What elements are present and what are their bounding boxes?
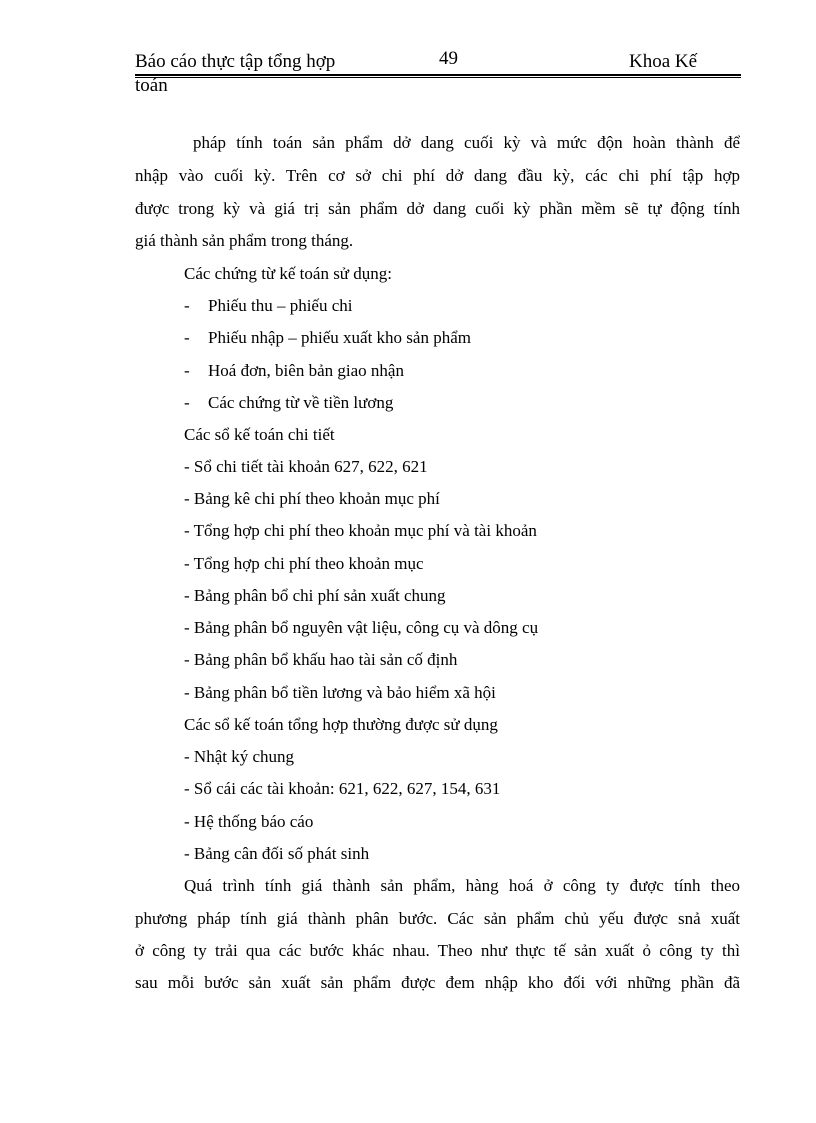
bullet-dash: - xyxy=(184,296,190,315)
detail-book-item: - Bảng phân bổ tiền lương và bảo hiểm xã hội xyxy=(184,683,496,702)
header-report-title: Báo cáo thực tập tổng hợp xyxy=(135,51,336,72)
paragraph1-line: nhập vào cuối kỳ. Trên cơ sở chi phí dở dang đầu kỳ, các chi phí tập hợp xyxy=(135,166,740,185)
detail-book-item: - Bảng phân bổ nguyên vật liệu, công cụ và dông cụ xyxy=(184,618,539,637)
general-book-item: - Nhật ký chung xyxy=(184,747,295,766)
paragraph1-line: pháp tính toán sản phẩm dở dang cuối kỳ và mức độn hoàn thành để xyxy=(193,133,740,152)
voucher-item: Các chứng từ về tiền lương xyxy=(208,393,394,412)
bullet-dash: - xyxy=(184,328,190,347)
vouchers-heading: Các chứng từ kế toán sử dụng: xyxy=(184,264,392,283)
paragraph2-line: Quá trình tính giá thành sản phẩm, hàng hoá ở công ty được tính theo xyxy=(184,876,740,895)
detail-book-item: - Bảng phân bổ khấu hao tài sản cố định xyxy=(184,650,458,669)
voucher-item: Phiếu nhập – phiếu xuất kho sản phẩm xyxy=(208,328,471,347)
paragraph2-line: ở công ty trải qua các bước khác nhau. Theo như thực tế sản xuất ỏ công ty thì xyxy=(135,941,740,960)
detail-book-item: - Bảng kê chi phí theo khoản mục phí xyxy=(184,489,440,508)
paragraph1-line: được trong kỳ và giá trị sản phẩm dở dang cuối kỳ phần mềm sẽ tự động tính xyxy=(135,199,740,218)
detail-book-item: - Tổng hợp chi phí theo khoản mục phí và tài khoản xyxy=(184,521,537,540)
header-department-continuation: toán xyxy=(135,75,168,96)
header-department: Khoa Kế xyxy=(629,51,698,72)
voucher-item: Hoá đơn, biên bản giao nhận xyxy=(208,361,404,380)
general-book-item: - Sổ cái các tài khoản: 621, 622, 627, 154, 631 xyxy=(184,779,501,798)
bullet-dash: - xyxy=(184,393,190,412)
page-header xyxy=(135,46,741,76)
list-item xyxy=(184,362,404,379)
detail-book-item: - Tổng hợp chi phí theo khoản mục xyxy=(184,554,424,573)
page-number: 49 xyxy=(439,48,458,69)
general-book-item: - Hệ thống báo cáo xyxy=(184,812,314,831)
paragraph1-line: giá thành sản phẩm trong tháng. xyxy=(135,231,354,250)
paragraph2-line: sau mỗi bước sản xuất sản phẩm được đem nhập kho đối với những phần đã xyxy=(135,973,740,992)
paragraph2-line: phương pháp tính giá thành phân bước. Các sản phẩm chủ yếu được snả xuất xyxy=(135,909,740,928)
detail-book-item: - Sổ chi tiết tài khoản 627, 622, 621 xyxy=(184,457,428,476)
detail-book-item: - Bảng phân bổ chi phí sản xuất chung xyxy=(184,586,446,605)
voucher-item: Phiếu thu – phiếu chi xyxy=(208,296,353,315)
general-books-heading: Các sổ kế toán tổng hợp thường được sử dụng xyxy=(184,715,498,734)
detail-books-heading: Các sổ kế toán chi tiết xyxy=(184,425,335,444)
list-item xyxy=(184,329,471,346)
bullet-dash: - xyxy=(184,361,190,380)
general-book-item: - Bảng cân đối số phát sinh xyxy=(184,844,370,863)
list-item xyxy=(184,297,352,314)
list-item xyxy=(184,394,393,411)
